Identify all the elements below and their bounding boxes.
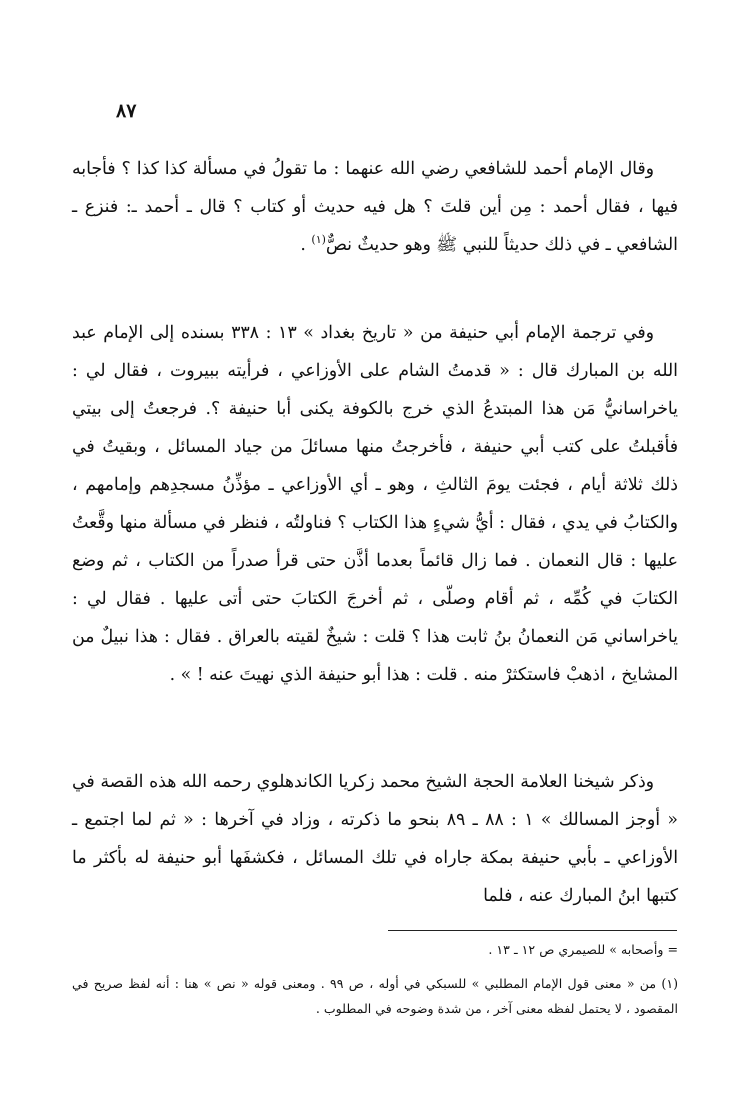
page-number: ٨٧ bbox=[116, 100, 137, 122]
footnote-1: (١) من « معنى قول الإمام المطلبي » للسبكي في أوله ، ص ٩٩ . ومعنى قوله « نص » هنا : أنه لفظ صريح في المقصود ، لا يحتمل لفظه معنى آخر ، من شدة وضوحه في المطلوب . bbox=[72, 976, 678, 1016]
footnote-continuation: = وأصحابه » للصيمري ص ١٢ ـ ١٣ . bbox=[488, 942, 678, 957]
paragraph-1-end: . bbox=[300, 235, 312, 255]
body-paragraph-3: وذكر شيخنا العلامة الحجة الشيخ محمد زكريا الكاندهلوي رحمه الله هذه القصة في « أوجز المسالك » ١ : ٨٨ ـ ٨٩ بنحو ما ذكرته ، وزاد في آخرها : « ثم لما اجتمع ـ الأوزاعي ـ بأبي حنيفة بمكة جاراه في تلك المسائل ، فكشفَها أبو حنيفة له بأكثر ما كتبها ابنُ المبارك عنه ، فلما bbox=[72, 772, 678, 906]
footnote-separator bbox=[388, 930, 677, 931]
body-paragraph-2: وفي ترجمة الإمام أبي حنيفة من « تاريخ بغداد » ١٣ : ٣٣٨ بسنده إلى الإمام عبد الله بن المبارك قال : « قدمتُ الشام على الأوزاعي ، فرأيته ببيروت ، فقال لي : ياخراسانيُّ مَن هذا المبتدعُ الذي خرج بالكوفة يكنى أبا حنيفة ؟. فرجعتُ إلى بيتي فأقبلتُ على كتب أبي حنيفة ، فأخرجتُ منها مسائلَ من جياد المسائل ، وبقيتُ في ذلك ثلاثة أيام ، فجئت يومَ الثالثِ ، وهو ـ أي الأوزاعي ـ مؤذِّنُ مسجدِهم وإمامهم ، والكتابُ في يدي ، فقال : أيُّ شيءٍ هذا الكتاب ؟ فناولتُه ، فنظر في مسألة منها وقَّعتُ عليها : قال النعمان . فما زال قائماً بعدما أذَّن حتى قرأ صدراً من الكتاب ، ثم وضع الكتابَ في كُمِّه ، ثم أقام وصلّى ، ثم أخرجَ الكتابَ حتى أتى عليها . فقال لي : ياخراساني مَن النعمانُ بنُ ثابت هذا ؟ قلت : شيخٌ لقيته بالعراق . فقال : هذا نبيلٌ من المشايخ ، اذهبْ فاستكثرْ منه . قلت : هذا أبو حنيفة الذي نهيتَ عنه ! » . bbox=[72, 323, 678, 685]
paragraph-1-text: وقال الإمام أحمد للشافعي رضي الله عنهما : ما تقولُ في مسألة كذا كذا ؟ فأجابه فيها ، فقال أحمد : مِن أين قلتَ ؟ هل فيه حديث أو كتاب ؟ قال ـ أحمد ـ: فنزع ـ الشافعي ـ في ذلك حديثاً للنبي ﷺ وهو حديثٌ نصٌّ bbox=[72, 159, 678, 255]
footnote-ref-1: (١) bbox=[311, 233, 326, 247]
body-paragraph-1 bbox=[72, 150, 678, 264]
